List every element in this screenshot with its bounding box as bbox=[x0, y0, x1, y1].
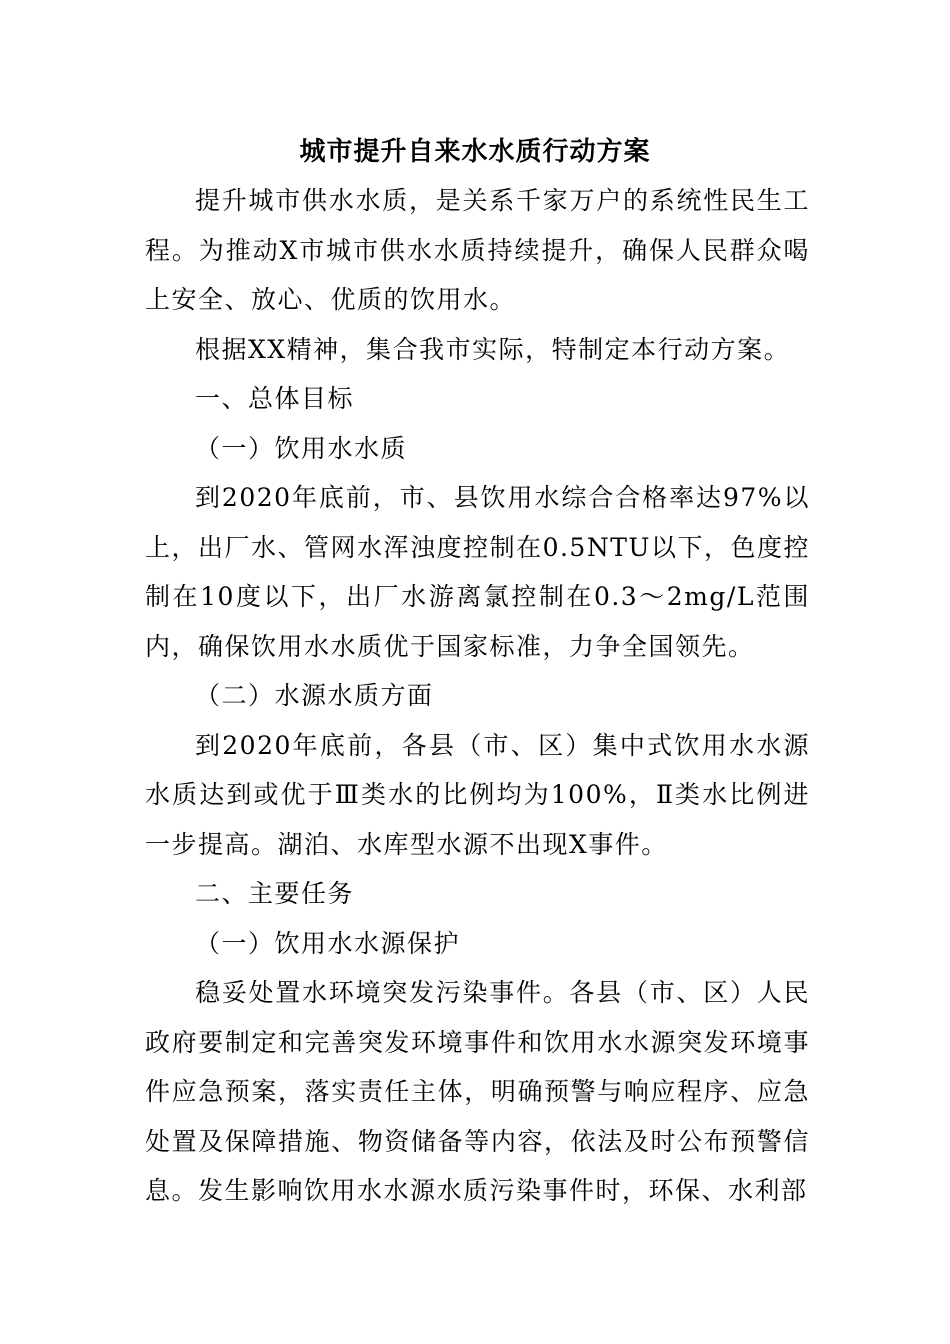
document-body bbox=[145, 176, 810, 1216]
section-heading-overall-goals: 一、总体目标 bbox=[195, 384, 355, 413]
document-title: 城市提升自来水水质行动方案 bbox=[299, 137, 651, 167]
subsection-heading-drinking-water-quality: （一）饮用水水质 bbox=[195, 433, 408, 463]
subsection-heading-source-water-quality: （二）水源水质方面 bbox=[195, 681, 434, 710]
paragraph-drinking-water-targets: 到2020年底前，市、县饮用水综合合格率达97%以上，出厂水、管网水浑浊度控制在0.5NTU以下，色度控制在10度以下，出厂水游离氯控制在0.3～2mg/L范围内，确保饮用水水质优于国家标准，力争全国领先。 bbox=[145, 483, 810, 661]
subsection-heading-source-protection: （一）饮用水水源保护 bbox=[195, 928, 461, 958]
section-heading-main-tasks: 二、主要任务 bbox=[195, 879, 355, 908]
paragraph-source-water-targets: 到2020年底前，各县（市、区）集中式饮用水水源水质达到或优于Ⅲ类水的比例均为100%，Ⅱ类水比例进一步提高。湖泊、水库型水源不出现X事件。 bbox=[145, 730, 810, 859]
paragraph-basis: 根据XX精神，集合我市实际，特制定本行动方案。 bbox=[195, 334, 791, 364]
paragraph-emergency-handling: 稳妥处置水环境突发污染事件。各县（市、区）人民政府要制定和完善突发环境事件和饮用水水源突发环境事件应急预案，落实责任主体，明确预警与响应程序、应急处置及保障措施、物资储备等内容，依法及时公布预警信息。发生影响饮用水水源水质污染事件时，环保、水利部 bbox=[145, 978, 810, 1205]
paragraph-intro: 提升城市供水水质，是关系千家万户的系统性民生工程。为推动X市城市供水水质持续提升，确保人民群众喝上安全、放心、优质的饮用水。 bbox=[145, 186, 810, 314]
